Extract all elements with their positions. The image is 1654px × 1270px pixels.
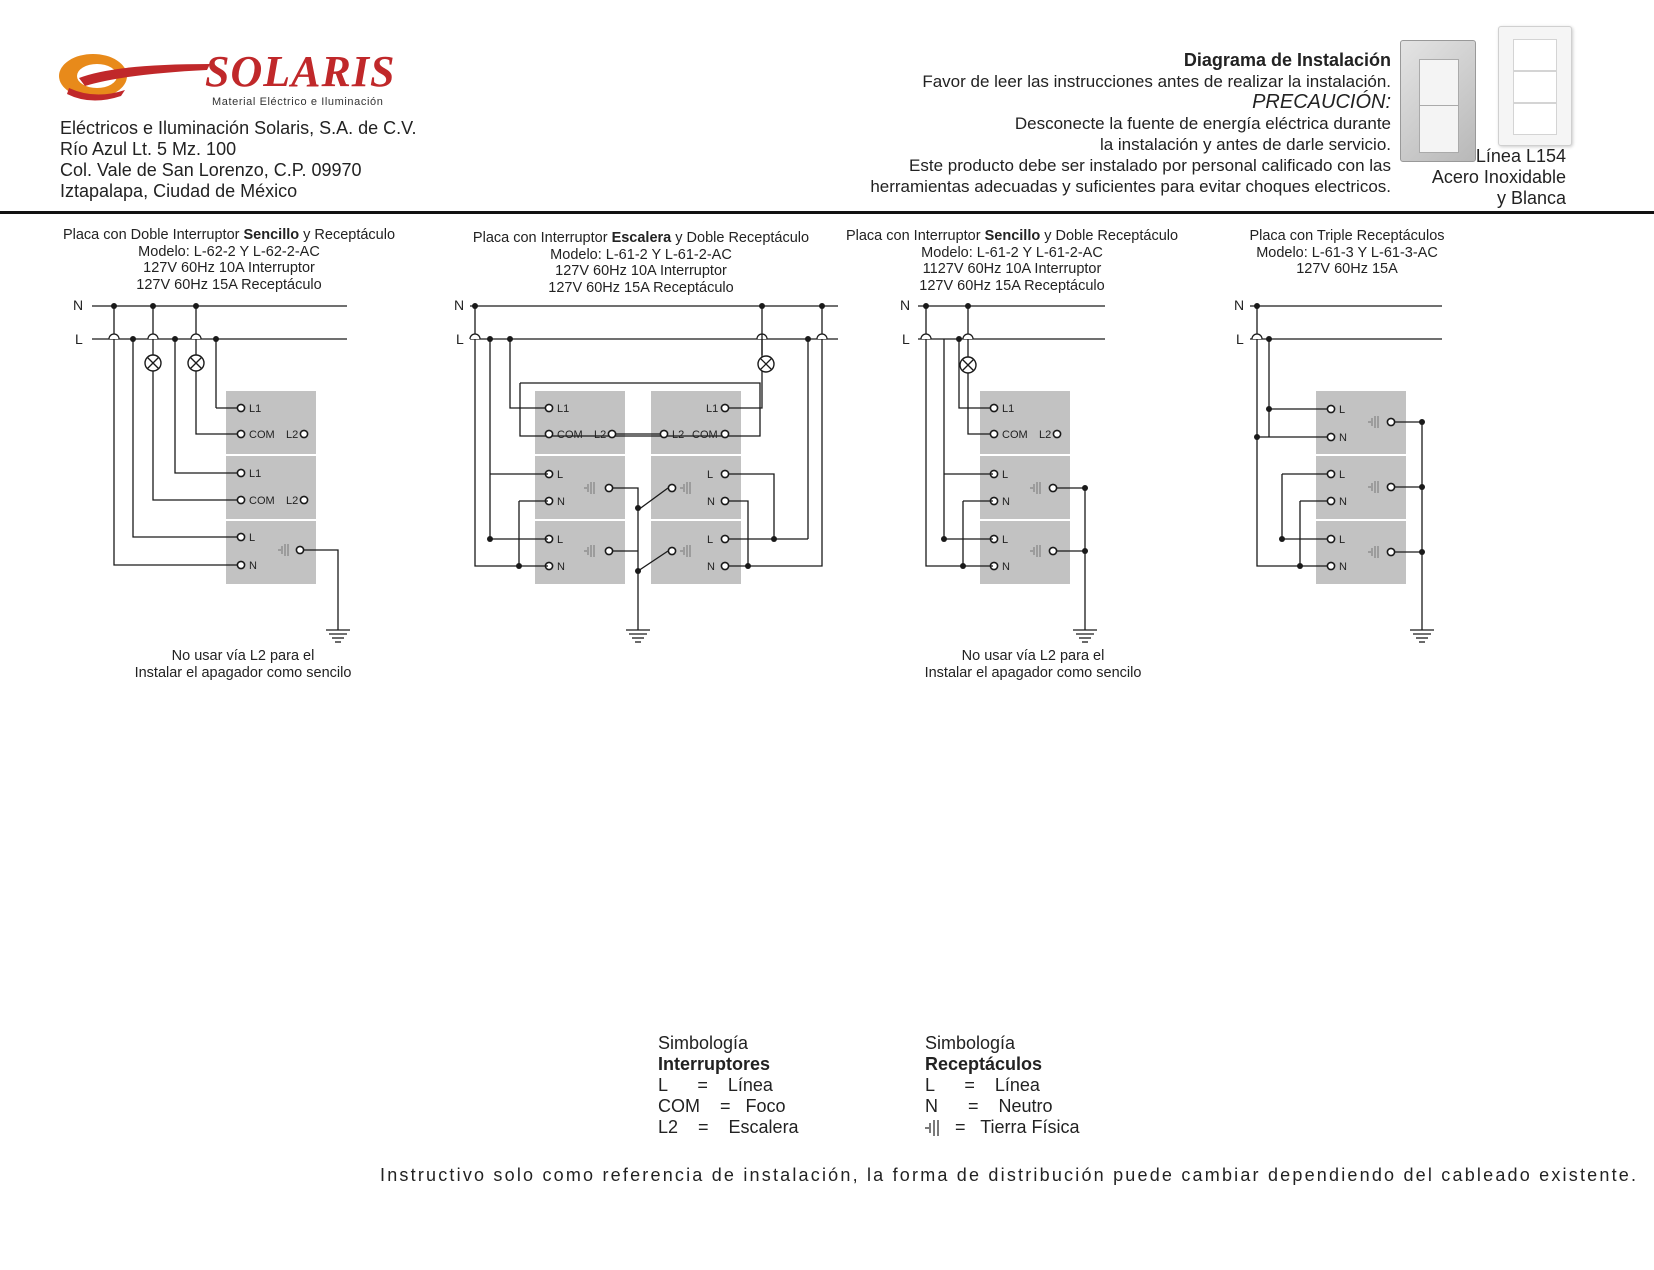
terminal-label: N	[1339, 496, 1347, 508]
terminal	[545, 404, 552, 411]
junction-dot	[172, 336, 178, 342]
module-block	[651, 391, 741, 454]
terminal	[1327, 562, 1334, 569]
terminal-label: L1	[706, 403, 719, 415]
junction-dot	[1297, 563, 1303, 569]
terminal	[1053, 430, 1060, 437]
terminal	[668, 484, 675, 491]
module-block	[980, 391, 1070, 454]
wire-crossover	[148, 334, 158, 339]
legend-switches	[658, 1033, 799, 1138]
junction-dot	[193, 303, 199, 309]
diagram-title: Placa con Interruptor	[472, 230, 612, 246]
junction-dot	[923, 303, 929, 309]
terminal-label: N	[249, 560, 257, 572]
note-line: Instalar el apagador como sencilo	[134, 665, 352, 681]
diagram-model: Modelo: L-62-2 Y L-62-2-AC	[138, 243, 320, 260]
legend-title: Interruptores	[658, 1054, 771, 1074]
module-block	[651, 521, 741, 584]
junction-dot	[487, 536, 493, 542]
bus-label-l: L	[456, 331, 464, 347]
bus-label-n: N	[454, 297, 465, 313]
diagram-model: Modelo: L-61-2 Y L-61-2-AC	[550, 246, 732, 263]
product-line-finish: Acero Inoxidable	[1431, 167, 1566, 187]
address-line: Col. Vale de San Lorenzo, C.P. 09970	[60, 160, 362, 180]
diagram-title: Placa con Doble Interruptor	[62, 227, 244, 243]
junction-dot	[1279, 536, 1285, 542]
legend-row: N = Neutro	[925, 1096, 1053, 1116]
terminal	[721, 497, 728, 504]
module-block	[535, 391, 625, 454]
diagram-title: Placa con Triple Receptáculos	[1249, 228, 1445, 244]
terminal	[1387, 418, 1394, 425]
junction-dot	[1254, 303, 1260, 309]
terminal-label: L2	[594, 429, 607, 441]
note-line: No usar vía L2 para el	[961, 648, 1105, 664]
terminal-label: L	[1002, 469, 1009, 481]
diagram-title-bold: Sencillo	[243, 227, 300, 243]
terminal	[721, 430, 728, 437]
terminal	[990, 430, 997, 437]
terminal	[1327, 433, 1334, 440]
product-line-name: Línea L154	[1475, 146, 1566, 166]
terminal	[721, 470, 728, 477]
wire-crossover	[1252, 334, 1262, 339]
caution-heading: PRECAUCIÓN:	[1252, 91, 1391, 113]
terminal	[1387, 548, 1394, 555]
caution-line: Desconecte la fuente de energía eléctrica durante	[1014, 114, 1391, 133]
diagram-rating: 127V 60Hz 15A	[1296, 261, 1398, 277]
brand-name: SOLARIS	[205, 47, 396, 96]
wire-crossover	[109, 334, 119, 339]
legend-heading: Simbología	[658, 1033, 749, 1053]
terminal	[605, 547, 612, 554]
terminal	[300, 496, 307, 503]
junction-dot	[130, 336, 136, 342]
diagram-title: Placa con Interruptor	[845, 228, 985, 244]
junction-dot	[965, 303, 971, 309]
bus-label-n: N	[900, 297, 911, 313]
bus-label-l: L	[1236, 331, 1244, 347]
terminal	[1327, 497, 1334, 504]
legend-row: = Tierra Física	[925, 1117, 1080, 1137]
diagram-title: y Doble Receptáculo	[671, 230, 810, 246]
terminal	[660, 430, 667, 437]
bus-label-l: L	[902, 331, 910, 347]
terminal	[608, 430, 615, 437]
terminal	[545, 430, 552, 437]
wire-crossover	[817, 334, 827, 339]
note-line: Instalar el apagador como sencilo	[924, 665, 1142, 681]
terminal-label: L	[557, 534, 564, 546]
junction-dot	[956, 336, 962, 342]
terminal-label: N	[1002, 561, 1010, 573]
diagram-model: Modelo: L-61-3 Y L-61-3-AC	[1256, 244, 1438, 261]
diagram-rating: 127V 60Hz 15A Receptáculo	[548, 279, 734, 296]
junction-dot	[472, 303, 478, 309]
terminal-label: N	[557, 496, 565, 508]
module-block	[226, 391, 316, 454]
terminal-label: N	[707, 496, 715, 508]
junction-dot	[1266, 336, 1272, 342]
terminal	[1327, 470, 1334, 477]
junction-dot	[1082, 485, 1088, 491]
legend-receptacles	[925, 1033, 1080, 1138]
terminal-label: N	[557, 561, 565, 573]
terminal	[237, 404, 244, 411]
terminal-label: L	[1339, 534, 1346, 546]
terminal	[605, 484, 612, 491]
junction-dot	[111, 303, 117, 309]
diagram-rating: 1127V 60Hz 10A Interruptor	[922, 261, 1102, 277]
terminal-label: L	[707, 469, 714, 481]
terminal	[1049, 484, 1056, 491]
terminal	[237, 533, 244, 540]
legend-row: L = Línea	[658, 1075, 773, 1095]
wire-crossover	[191, 334, 201, 339]
terminal-label: N	[707, 561, 715, 573]
junction-dot	[635, 505, 641, 511]
terminal	[237, 561, 244, 568]
legend-row: L2 = Escalera	[658, 1117, 799, 1137]
terminal	[1327, 535, 1334, 542]
diagram-rating: 127V 60Hz 10A Interruptor	[143, 260, 315, 276]
diagram-title: y Receptáculo	[299, 227, 396, 243]
legend-heading: Simbología	[925, 1033, 1016, 1053]
junction-dot	[213, 336, 219, 342]
address-line: Eléctricos e Iluminación Solaris, S.A. de C.V.	[60, 118, 417, 138]
junction-dot	[759, 303, 765, 309]
junction-dot	[805, 336, 811, 342]
note-line: No usar vía L2 para el	[171, 648, 315, 664]
diagram-title-bold: Sencillo	[984, 228, 1041, 244]
terminal-label: L	[1002, 534, 1009, 546]
terminal-label: L	[1339, 469, 1346, 481]
address-line: Río Azul Lt. 5 Mz. 100	[60, 139, 237, 159]
terminal	[296, 546, 303, 553]
terminal	[1049, 547, 1056, 554]
terminal-label: COM	[692, 429, 718, 441]
junction-dot	[635, 568, 641, 574]
terminal-label: L1	[249, 403, 262, 415]
ground-symbol-icon	[924, 1119, 942, 1137]
diagram-rating: 127V 60Hz 15A Receptáculo	[136, 276, 322, 293]
terminal	[721, 562, 728, 569]
terminal-label: L	[557, 469, 564, 481]
diagram-title: y Doble Receptáculo	[1040, 228, 1179, 244]
bus-label-n: N	[1234, 297, 1245, 313]
instructions-title: Diagrama de Instalación	[1183, 50, 1391, 70]
terminal-label: L	[249, 532, 256, 544]
terminal-label: L2	[286, 429, 299, 441]
wire-crossover	[470, 334, 480, 339]
brand-tagline: Material Eléctrico e Iluminación	[212, 96, 384, 108]
terminal	[1327, 405, 1334, 412]
terminal-label: L	[707, 534, 714, 546]
terminal-label: L2	[672, 429, 685, 441]
caution-line: Este producto debe ser instalado por personal calificado con las	[909, 156, 1391, 175]
module-block	[226, 456, 316, 519]
terminal-label: L2	[286, 495, 299, 507]
terminal	[300, 430, 307, 437]
terminal	[990, 404, 997, 411]
caution-line: herramientas adecuadas y suficientes para evitar choques electricos.	[870, 177, 1391, 196]
diagram-model: Modelo: L-61-2 Y L-61-2-AC	[921, 244, 1103, 261]
instructions-read-first: Favor de leer las instrucciones antes de realizar la instalación.	[922, 72, 1391, 91]
address-line: Iztapalapa, Ciudad de México	[60, 181, 298, 201]
legend-row: COM = Foco	[658, 1096, 786, 1116]
legend-title: Receptáculos	[925, 1054, 1043, 1074]
diagram-rating: 127V 60Hz 10A Interruptor	[555, 263, 727, 279]
bus-label-n: N	[73, 297, 84, 313]
terminal	[237, 496, 244, 503]
terminal-label: COM	[557, 429, 583, 441]
diagram-title-bold: Escalera	[611, 230, 672, 246]
diagram-rating: 127V 60Hz 15A Receptáculo	[919, 277, 1105, 294]
terminal-label: L1	[1002, 403, 1015, 415]
terminal-label: N	[1339, 561, 1347, 573]
terminal-label: N	[1339, 432, 1347, 444]
wire-crossover	[921, 334, 931, 339]
junction-dot	[941, 536, 947, 542]
terminal-label: COM	[249, 429, 275, 441]
terminal	[237, 469, 244, 476]
terminal	[237, 430, 244, 437]
module-block	[651, 456, 741, 519]
caution-line: la instalación y antes de darle servicio.	[1099, 135, 1391, 154]
terminal-label: L1	[249, 468, 262, 480]
junction-dot	[150, 303, 156, 309]
terminal-label: COM	[1002, 429, 1028, 441]
terminal	[721, 404, 728, 411]
wire-crossover	[963, 334, 973, 339]
junction-dot	[507, 336, 513, 342]
junction-dot	[819, 303, 825, 309]
terminal	[668, 547, 675, 554]
terminal-label: N	[1002, 496, 1010, 508]
legend-row: L = Línea	[925, 1075, 1040, 1095]
product-line-finish: y Blanca	[1496, 188, 1566, 208]
terminal	[1387, 483, 1394, 490]
footer-disclaimer: Instructivo solo como referencia de instalación, la forma de distribución puede cambiar dependiendo del cableado existente.	[380, 1165, 1639, 1185]
terminal	[721, 535, 728, 542]
junction-dot	[1082, 548, 1088, 554]
terminal-label: L2	[1039, 429, 1052, 441]
terminal-label: L1	[557, 403, 570, 415]
terminal-label: L	[1339, 404, 1346, 416]
junction-dot	[487, 336, 493, 342]
terminal-label: COM	[249, 495, 275, 507]
bus-label-l: L	[75, 331, 83, 347]
